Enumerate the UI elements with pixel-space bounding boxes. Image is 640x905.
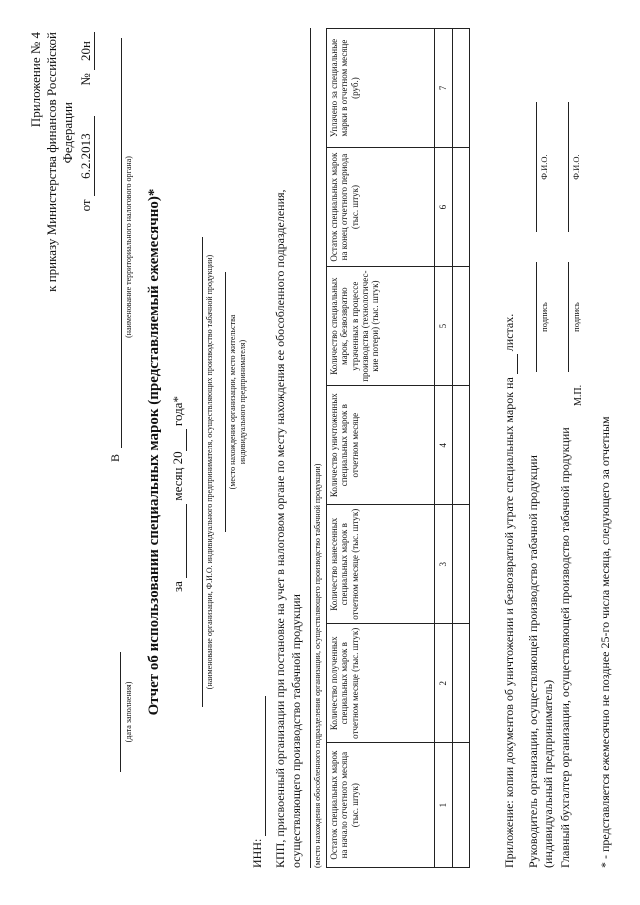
attachment-row: [502, 314, 518, 868]
number-prefix: №: [78, 73, 93, 86]
accountant-fio-caption: Ф.И.О.: [571, 154, 581, 180]
period-year-suffix: года*: [170, 396, 185, 427]
attachment-suffix: листах.: [502, 313, 516, 352]
report-period: [170, 272, 187, 592]
period-year-blank: [170, 429, 187, 451]
report-table: [326, 28, 470, 868]
head-block: [526, 428, 556, 868]
kpp-text-line2: осуществляющего производство табачной продукции: [289, 594, 303, 868]
accountant-fio-line: [568, 102, 569, 232]
org-location-line: [225, 272, 226, 532]
org-location-caption: [228, 242, 248, 562]
subdivision-line: [310, 28, 311, 868]
table-cell: [453, 29, 470, 148]
appendix-federation: Федерации: [60, 102, 75, 164]
date-prefix: от: [78, 199, 93, 212]
table-header-row: [327, 29, 435, 868]
period-month: месяц 20: [170, 451, 185, 501]
col-header-received: Количество полученных специальных марок в отчетном месяце (тыс. штук): [327, 624, 435, 743]
col-number-4: 4: [435, 386, 453, 505]
table-number-row: [435, 29, 453, 868]
table-cell: [453, 267, 470, 386]
appendix-header: [28, 32, 95, 372]
col-number-5: 5: [435, 267, 453, 386]
kpp-text-line1: КПП, присвоенный организации при постановке на учет в налоговом органе по месту нахождения ее обособленного подразделения,: [273, 189, 287, 868]
head-signature-caption: подпись: [539, 302, 549, 332]
period-prefix: за: [170, 581, 185, 592]
order-number: 20н: [78, 32, 95, 70]
table-cell: [453, 148, 470, 267]
inn-value-line: [250, 696, 266, 836]
col-header-applied: Количество нанесенных специальных марок в отчетном месяце (тыс. штук): [327, 505, 435, 624]
inn-label: ИНН:: [250, 838, 264, 868]
col-number-7: 7: [435, 29, 453, 148]
org-name-caption: (наименование организации, Ф.И.О. индивидуального предпринимателя, осуществляющих производство табачной продукции): [205, 254, 214, 690]
head-fio-line: [536, 102, 537, 232]
location-caption-line1: (место нахождения организации, место жительства: [228, 314, 237, 490]
col-header-opening-balance: Остаток специальных марок на начало отчетного месяца (тыс. штук): [327, 743, 435, 868]
head-line1: Руководитель организации, осуществляющей производство табачной продукции: [526, 455, 540, 868]
kpp-text: [272, 28, 304, 868]
table-cell: [453, 624, 470, 743]
attachment-sheets-blank: [502, 354, 518, 374]
col-number-6: 6: [435, 148, 453, 267]
location-caption-line2: индивидуального предпринимателя): [238, 339, 247, 465]
fill-date-line: [120, 652, 121, 772]
footnote: * - представляется ежемесячно не позднее 25-го числа месяца, следующего за отчетным: [598, 416, 612, 868]
inn-row: [250, 696, 266, 868]
period-month-blank: [170, 504, 187, 578]
fill-date-caption: (дата заполнения): [124, 681, 133, 743]
appendix-date-row: [78, 32, 95, 372]
accountant-signature-line: [568, 262, 569, 372]
table-cell: [453, 386, 470, 505]
table-cell: [453, 505, 470, 624]
accountant-line: Главный бухгалтер организации, осуществляющей производство табачной продукции: [558, 427, 572, 868]
col-header-paid: Уплачено за специальные марки в отчетном месяце (руб.): [327, 29, 435, 148]
col-number-2: 2: [435, 624, 453, 743]
appendix-title: Приложение № 4: [28, 32, 43, 128]
col-header-destroyed: Количество уничтоженных специальных марок в отчетном месяце: [327, 386, 435, 505]
recipient-row: [108, 32, 122, 462]
recipient-caption: (наименование территориального налогового органа): [124, 156, 133, 338]
stamp-caption: М.П.: [573, 384, 584, 406]
recipient-prefix: В: [108, 453, 122, 462]
head-line2: (индивидуальный предприниматель): [541, 679, 555, 868]
col-number-3: 3: [435, 505, 453, 624]
col-header-closing-balance: Остаток специальных марок на конец отчетного периода (тыс. штук): [327, 148, 435, 267]
head-fio-caption: Ф.И.О.: [539, 154, 549, 180]
report-form-sheet: [20, 12, 630, 892]
col-header-lost: Количество специальных марок, безвозвратно утраченных в процессе производства (технологичес-кие потери) (тыс. штук): [327, 267, 435, 386]
table-cell: [453, 743, 470, 868]
report-title: Отчет об использовании специальных марок (представляемый ежемесячно)*: [146, 188, 162, 716]
col-number-1: 1: [435, 743, 453, 868]
order-date: 6.2.2013: [78, 116, 95, 196]
accountant-signature-caption: подпись: [571, 302, 581, 332]
appendix-order: к приказу Министерства финансов Российской: [44, 32, 59, 292]
attachment-text: Приложение: копии документов об уничтожении и безвозвратной утрате специальных марок на: [502, 377, 516, 868]
recipient-line: [121, 38, 122, 448]
org-name-line: [202, 237, 203, 707]
table-data-row: [453, 29, 470, 868]
head-signature-line: [536, 262, 537, 372]
subdivision-caption: (место нахождения обособленного подразделения организации, осуществляющего производство табачной продукции): [313, 463, 322, 868]
